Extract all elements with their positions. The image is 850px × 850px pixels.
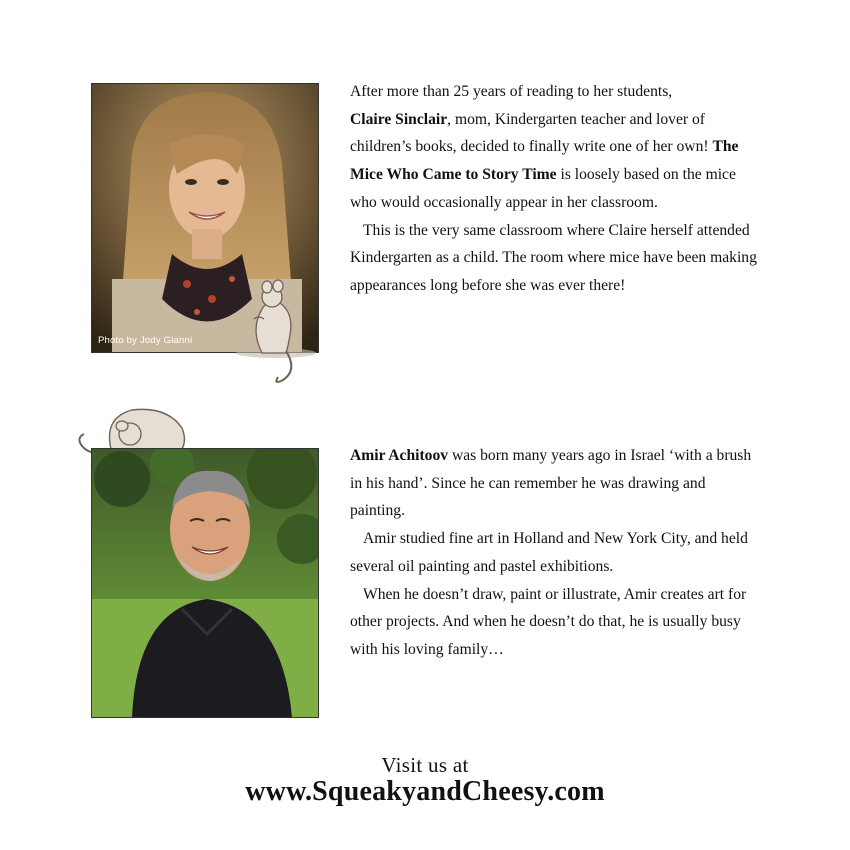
photo-credit: Photo by Jody Gianni bbox=[98, 335, 193, 346]
mouse-illustration-icon bbox=[228, 275, 328, 390]
amir-bio bbox=[350, 442, 760, 664]
claire-bio-intro: After more than 25 years of reading to her students, bbox=[350, 83, 673, 100]
website-url: www.SqueakyandCheesy.com bbox=[245, 776, 605, 807]
author-name: Claire Sinclair bbox=[350, 110, 448, 128]
claire-bio-text-end: is loosely based on the mice who would occasionally appear in her classroom. bbox=[350, 166, 736, 211]
amir-bio-paragraph-3: When he doesn’t draw, paint or illustrate, Amir creates art for other projects. And when he doesn’t do that, he is usually busy with his loving family… bbox=[350, 585, 747, 658]
amir-portrait-image bbox=[92, 449, 318, 717]
amir-achitoov-photo bbox=[91, 448, 319, 718]
claire-bio-paragraph-2: This is the very same classroom where Claire herself attended Kindergarten as a child. The room where mice have been making appearances long before she was ever there! bbox=[350, 221, 757, 294]
claire-bio bbox=[350, 78, 760, 300]
book-title: The Mice Who Came to Story Time bbox=[350, 138, 739, 184]
amir-bio-paragraph-2: Amir studied fine art in Holland and New York City, and held several oil painting and pastel exhibitions. bbox=[350, 530, 748, 575]
amir-bio-text: was born many years ago in Israel ‘with a brush in his hand’. Since he can remember he was drawing and painting. bbox=[350, 447, 752, 520]
illustrator-name: Amir Achitoov bbox=[350, 447, 449, 464]
visit-label: Visit us at bbox=[381, 753, 469, 777]
claire-bio-text: , mom, Kindergarten teacher and lover of children’s books, decided to finally write one of her own! bbox=[350, 110, 713, 156]
